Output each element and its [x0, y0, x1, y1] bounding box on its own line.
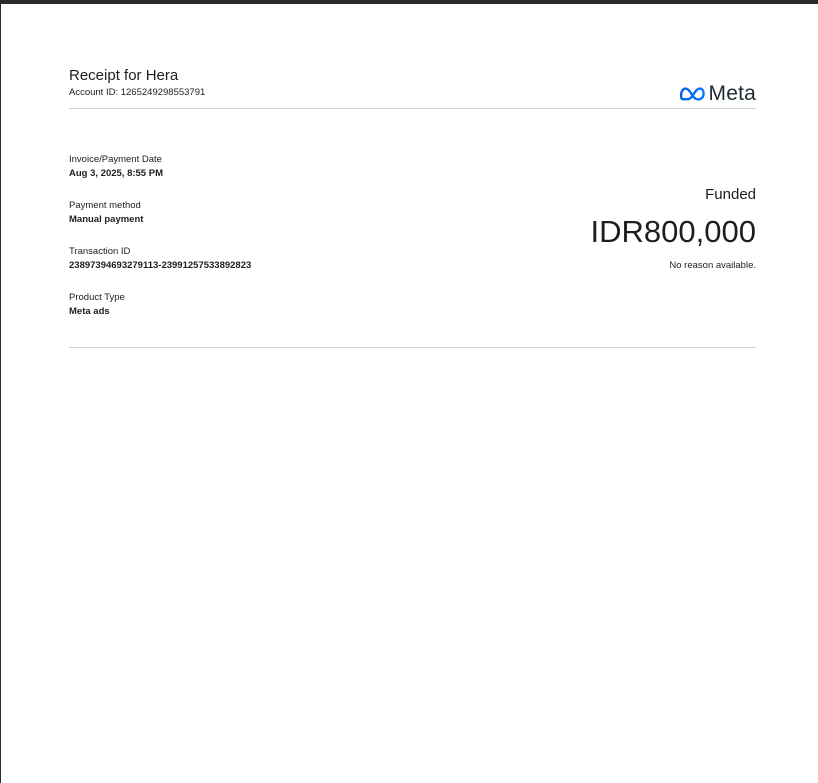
date-field: [69, 153, 389, 180]
meta-logo: [680, 82, 757, 106]
payment-method-field: [69, 199, 389, 226]
payment-method-value: Manual payment: [69, 214, 144, 225]
reason-text: No reason available.: [669, 260, 756, 271]
date-value: Aug 3, 2025, 8:55 PM: [69, 168, 163, 179]
product-type-field: [69, 291, 389, 318]
product-type-value: Meta ads: [69, 306, 110, 317]
receipt-header: [69, 67, 756, 109]
receipt-title: Receipt for Hera: [69, 67, 179, 84]
footer-divider: [69, 347, 756, 348]
meta-logo-text: Meta: [708, 82, 756, 105]
meta-infinity-icon: [680, 86, 706, 102]
transaction-id-label: Transaction ID: [69, 246, 131, 257]
payment-details: [69, 153, 389, 337]
status-text: Funded: [705, 186, 756, 203]
account-id: Account ID: 1265249298553791: [69, 87, 206, 98]
amount-total: IDR800,000: [590, 214, 756, 249]
receipt-page: [1, 4, 818, 783]
payment-method-label: Payment method: [69, 200, 141, 211]
header-divider: [69, 108, 756, 109]
product-type-label: Product Type: [69, 292, 125, 303]
date-label: Invoice/Payment Date: [69, 154, 162, 165]
payment-summary: [456, 186, 756, 272]
transaction-id-value: 23897394693279113-23991257533892823: [69, 260, 252, 271]
transaction-id-field: [69, 245, 389, 272]
